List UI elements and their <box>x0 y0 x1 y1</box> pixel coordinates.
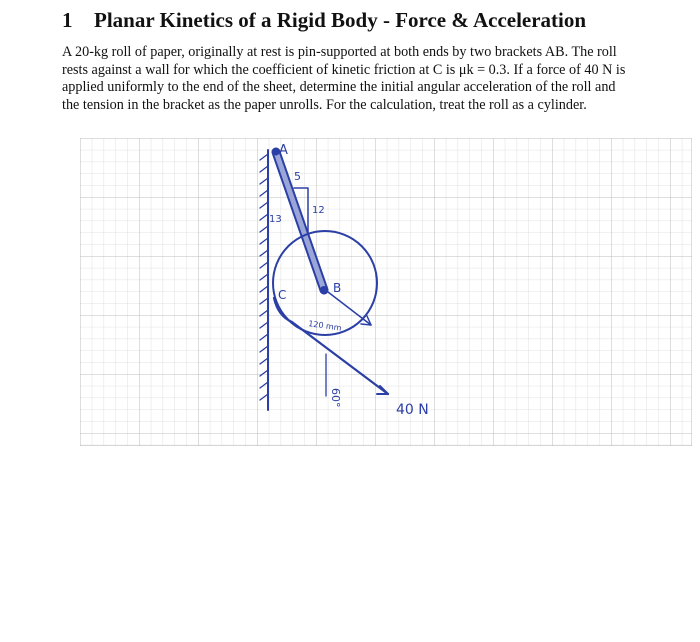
section-heading <box>62 8 586 33</box>
graph-paper-grid <box>80 138 692 446</box>
slope-rise-label: 12 <box>312 205 325 216</box>
problem-statement <box>62 44 690 114</box>
slope-run-label: 5 <box>294 170 301 183</box>
section-number: 1 <box>62 8 73 32</box>
problem-figure <box>80 138 692 446</box>
problem-line: rests against a wall for which the coefficient of kinetic friction at C is μk = 0.3. If a force of 40 N is <box>62 61 626 78</box>
problem-line: A 20-kg roll of paper, originally at rest is pin-supported at both ends by two brackets AB. The roll <box>62 44 617 60</box>
slope-hyp-label: 13 <box>269 214 282 225</box>
label-b: B <box>333 281 342 295</box>
pin-b <box>321 287 328 294</box>
label-c: C <box>278 288 287 302</box>
angle-label: 60° <box>329 388 342 408</box>
problem-line: applied uniformly to the end of the sheet, determine the initial angular acceleration of the roll and <box>62 79 616 96</box>
label-a: A <box>279 143 288 158</box>
problem-line: the tension in the bracket as the paper unrolls. For the calculation, treat the roll as a cylinder. <box>62 96 587 113</box>
section-title: Planar Kinetics of a Rigid Body - Force & Acceleration <box>94 8 587 32</box>
force-label: 40 N <box>396 402 429 418</box>
radius-label: 120 mm <box>307 319 343 333</box>
